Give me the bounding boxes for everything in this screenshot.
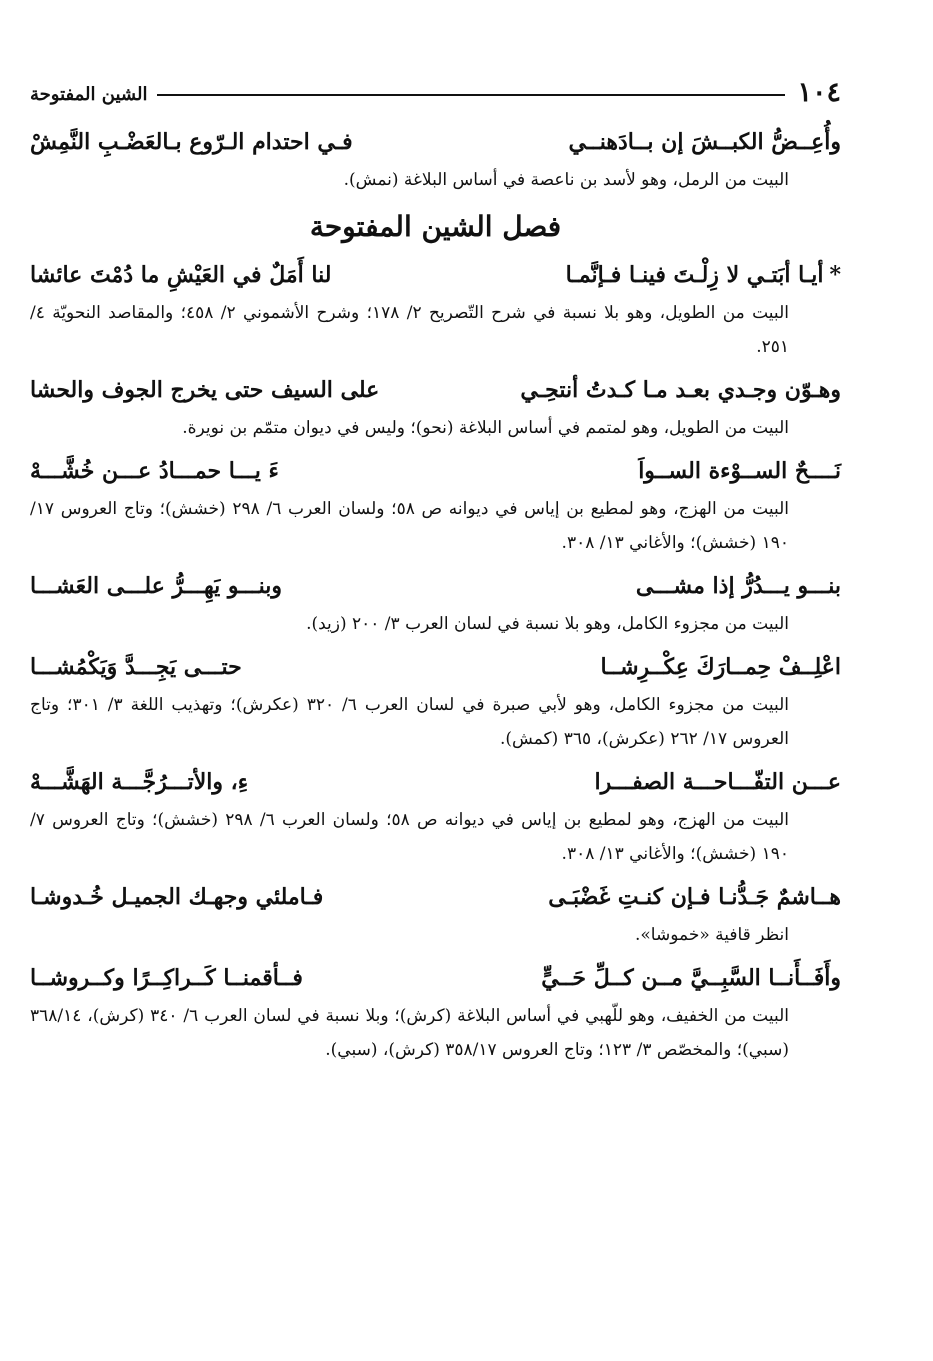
running-title: الشين المفتوحة bbox=[30, 84, 148, 105]
verse-note: البيت من الهزج، وهو لمطيع بن إياس في ديوانه ص ٥٨؛ ولسان العرب ٦/ ٢٩٨ (خشش)؛ وتاج العروس ١٧/ ١٩٠ (خشش)؛ والأغاني ١٣/ ٣٠٨. bbox=[30, 499, 789, 553]
verse-second-hemistich: ءِ، والأتـــرُجَّـــة الهَشَّـــهْ bbox=[30, 769, 249, 795]
header-rule bbox=[157, 94, 785, 96]
verse-second-hemistich: لنا أَمَلٌ في العَيْشِ ما دُمْتَ عائشا bbox=[30, 262, 332, 288]
page-content bbox=[30, 124, 841, 1075]
verse-first-hemistich: وهـوّن وجـدي بعـد مـا كـدتُ أنتحِـي bbox=[520, 377, 841, 403]
verse-first-hemistich: نَــــحٌ الســوْءة الســواَ bbox=[638, 458, 841, 484]
verse-note: البيت من الهزج، وهو لمطيع بن إياس في ديوانه ص ٥٨؛ ولسان العرب ٦/ ٢٩٨ (خشش)؛ وتاج العروس ٧/ ١٩٠ (خشش)؛ والأغاني ١٣/ ٣٠٨. bbox=[30, 810, 790, 864]
verse-entry bbox=[30, 257, 841, 364]
verse-entry bbox=[30, 568, 841, 641]
verse-second-hemistich: فـي احتدام الـرّوع بـالعَضْـبِ النَّمِشْ bbox=[30, 129, 353, 155]
verse-first-hemistich bbox=[566, 257, 841, 293]
verse-line bbox=[30, 649, 841, 685]
verse-note: البيت من الرمل، وهو لأسد بن ناعصة في أساس البلاغة (نمش). bbox=[343, 170, 789, 190]
verse-second-hemistich: فــأقمنــا كَــراكِــرًا وكــروشــا bbox=[30, 965, 303, 991]
verse-entry bbox=[30, 960, 841, 1067]
verse-line bbox=[30, 372, 841, 408]
verse-entry bbox=[30, 879, 841, 952]
verse-line bbox=[30, 124, 841, 160]
verse-note: البيت من مجزوء الكامل، وهو لأبي صبرة في لسان العرب ٦/ ٣٢٠ (عكرش)؛ وتهذيب اللغة ٣/ ٣٠١؛ وتاج العروس ١٧/ ٢٦٢ (عكرش)، ٣٦٥ (كمش). bbox=[30, 695, 789, 749]
page-header bbox=[30, 70, 841, 110]
verse-line bbox=[30, 764, 841, 800]
verse-first-hemistich-text: أيـا أبَتـي لا زِلْـتَ فينـا فـإنَّمـا bbox=[565, 262, 824, 288]
star-marker: * bbox=[829, 262, 841, 288]
verse-entry bbox=[30, 372, 841, 445]
verse-note: البيت من الطويل، وهو بلا نسبة في شرح التّصريح ٢/ ١٧٨؛ وشرح الأشموني ٢/ ٤٥٨؛ والمقاصد النحويّة ٤/ ٢٥١. bbox=[30, 303, 789, 357]
verse-first-hemistich: بنـــو يـــدُرُّ إذا مشـــى bbox=[635, 573, 841, 599]
verse-note: انظر قافية «خموشا». bbox=[634, 925, 789, 945]
verse-second-hemistich: على السيف حتى يخرج الجوف والحشا bbox=[30, 377, 380, 403]
verse-first-hemistich: وأَفَــأَنــا السَّبِــيَّ مــن كــلِّ حَــيٍّ bbox=[541, 965, 841, 991]
verse-second-hemistich: فـاملئي وجهـك الجميـل خُـدوشـا bbox=[30, 884, 324, 910]
verse-first-hemistich: هــاشمٌ جَـدُّنـا فـإن كنـتِ غَضْبَـى bbox=[548, 884, 841, 910]
verse-first-hemistich: عـــن التفّـــاحـــة الصفـــرا bbox=[594, 769, 841, 795]
verse-entry bbox=[30, 453, 841, 560]
verse-first-hemistich: وأُعِــضُّ الكبــشَ إن بــادَهنــي bbox=[568, 129, 841, 155]
verse-line bbox=[30, 257, 841, 293]
verse-note: البيت من مجزوء الكامل، وهو بلا نسبة في لسان العرب ٣/ ٢٠٠ (زيد). bbox=[306, 614, 789, 634]
verse-note: البيت من الخفيف، وهو للّهبي في أساس البلاغة (كرش)؛ وبلا نسبة في لسان العرب ٦/ ٣٤٠ (كرش)، ٣٦٨/١٤ (سبي)؛ والمخصّص ٣/ ١٢٣؛ وتاج العروس ٣٥٨/١٧ (كرش)، (سبي). bbox=[30, 1006, 789, 1060]
verse-second-hemistich: حتـــى يَجِـــدَّ وَيَكْمُشـــا bbox=[30, 654, 242, 680]
verse-line bbox=[30, 960, 841, 996]
verse-entry bbox=[30, 124, 841, 197]
section-title: فصل الشين المفتوحة bbox=[309, 210, 562, 243]
verse-second-hemistich: ءَ يـــا حمـــادُ عـــن خُشَّـــهْ bbox=[30, 458, 279, 484]
verse-note: البيت من الطويل، وهو لمتمم في أساس البلاغة (نحو)؛ وليس في ديوان متمّم بن نويرة. bbox=[182, 418, 789, 438]
page-number: ١٠٤ bbox=[797, 77, 841, 108]
document-page bbox=[30, 0, 841, 1361]
verse-first-hemistich: اعْلِــفْ حِمــارَكَ عِكْــرِشــا bbox=[600, 654, 841, 680]
verse-entry bbox=[30, 649, 841, 756]
verse-entry bbox=[30, 764, 841, 871]
verse-line bbox=[30, 568, 841, 604]
verse-line bbox=[30, 453, 841, 489]
verse-line bbox=[30, 879, 841, 915]
verse-second-hemistich: وبنـــو يَهِـــرُّ علـــى العَشـــا bbox=[30, 573, 282, 599]
